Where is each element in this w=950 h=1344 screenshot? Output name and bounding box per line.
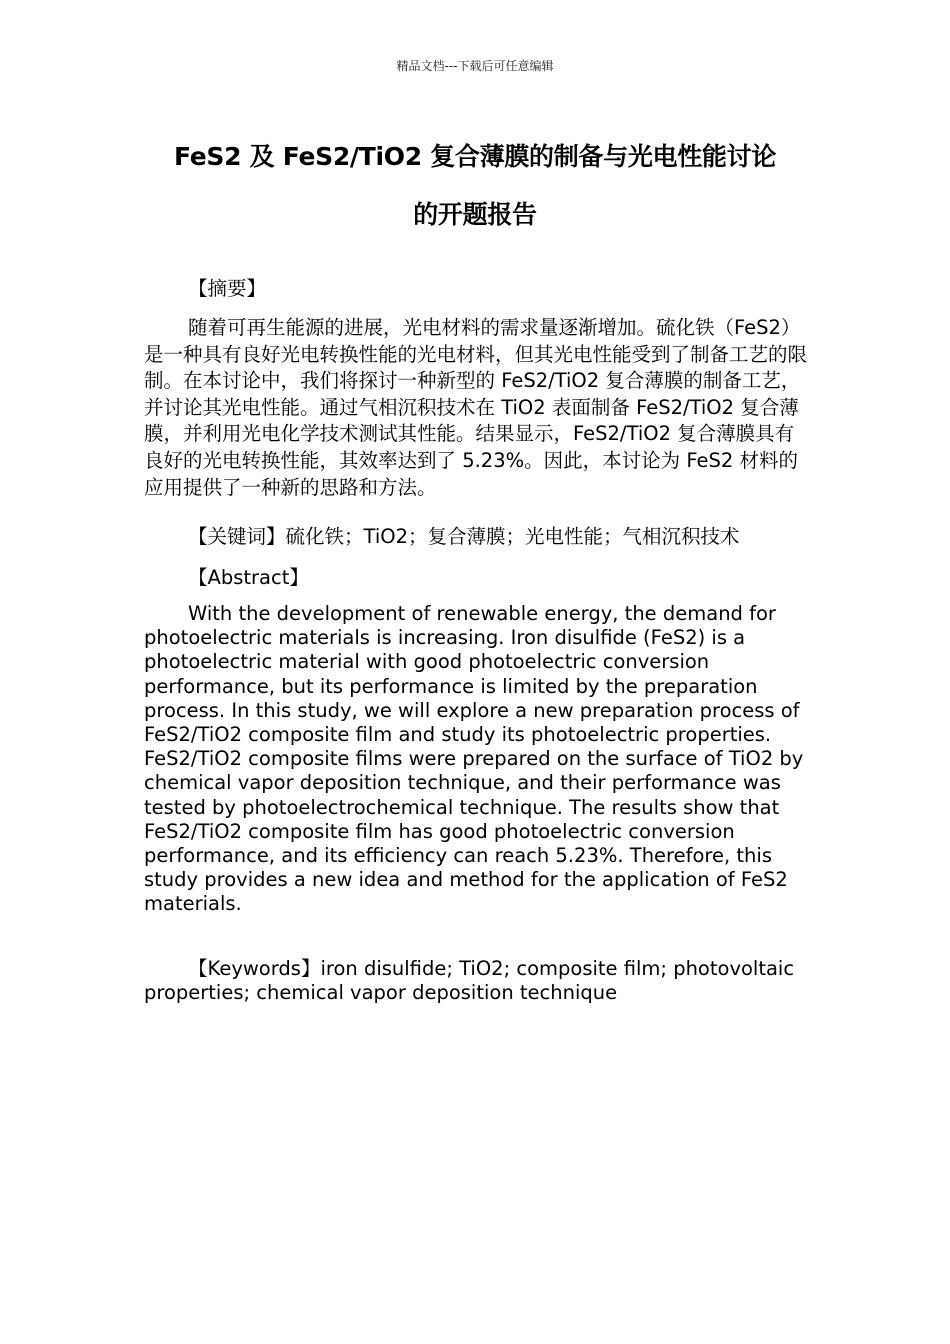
- keywords-en: [144, 957, 809, 1005]
- abstract-en-heading: 【Abstract】: [188, 566, 309, 589]
- abstract-cn-heading: 【摘要】: [188, 277, 267, 300]
- keywords-cn-text: 硫化铁；TiO2；复合薄膜；光电性能；气相沉积技术: [285, 525, 740, 548]
- title-line-2: 的开题报告: [413, 200, 537, 229]
- abstract-en-text: With the development of renewable energy, the demand for photoelectric materials is increasing. Iron disulfide (FeS2) is a photoelectric material with good photoelectric conversion performance, but its performance is limited by the preparation process. In this study, we will explore a new preparation process of FeS2/TiO2 composite film and study its photoelectric properties. FeS2/TiO2 composite films were prepared on the surface of TiO2 by chemical vapor deposition technique, and their performance was tested by photoelectrochemical technique. The results show that FeS2/TiO2 composite film has good photoelectric conversion performance, and its efficiency can reach 5.23%. Therefore, this study provides a new idea and method for the application of FeS2 materials.: [144, 602, 804, 916]
- title-line-1: FeS2 及 FeS2/TiO2 复合薄膜的制备与光电性能讨论: [173, 142, 777, 171]
- abstract-en-body: [144, 602, 809, 917]
- keywords-en-label: 【Keywords】: [188, 957, 321, 980]
- keywords-cn-label: 【关键词】: [188, 525, 286, 548]
- keywords-en-text: iron disulfide; TiO2; composite film; photovoltaic properties; chemical vapor deposition technique: [144, 957, 795, 1005]
- abstract-cn-text: 随着可再生能源的进展，光电材料的需求量逐渐增加。硫化铁（FeS2）是一种具有良好光电转换性能的光电材料，但其光电性能受到了制备工艺的限制。在本讨论中，我们将探讨一种新型的 FeS2/TiO2 复合薄膜的制备工艺，并讨论其光电性能。通过气相沉积技术在 TiO2 表面制备 FeS2/TiO2 复合薄膜，并利用光电化学技术测试其性能。结果显示，FeS2/TiO2 复合薄膜具有良好的光电转换性能，其效率达到了 5.23%。因此，本讨论为 FeS2 材料的应用提供了一种新的思路和方法。: [144, 316, 808, 499]
- keywords-cn: [188, 521, 740, 549]
- abstract-cn-body: [144, 315, 809, 501]
- header-note: 精品文档---下载后可任意编辑: [396, 59, 554, 73]
